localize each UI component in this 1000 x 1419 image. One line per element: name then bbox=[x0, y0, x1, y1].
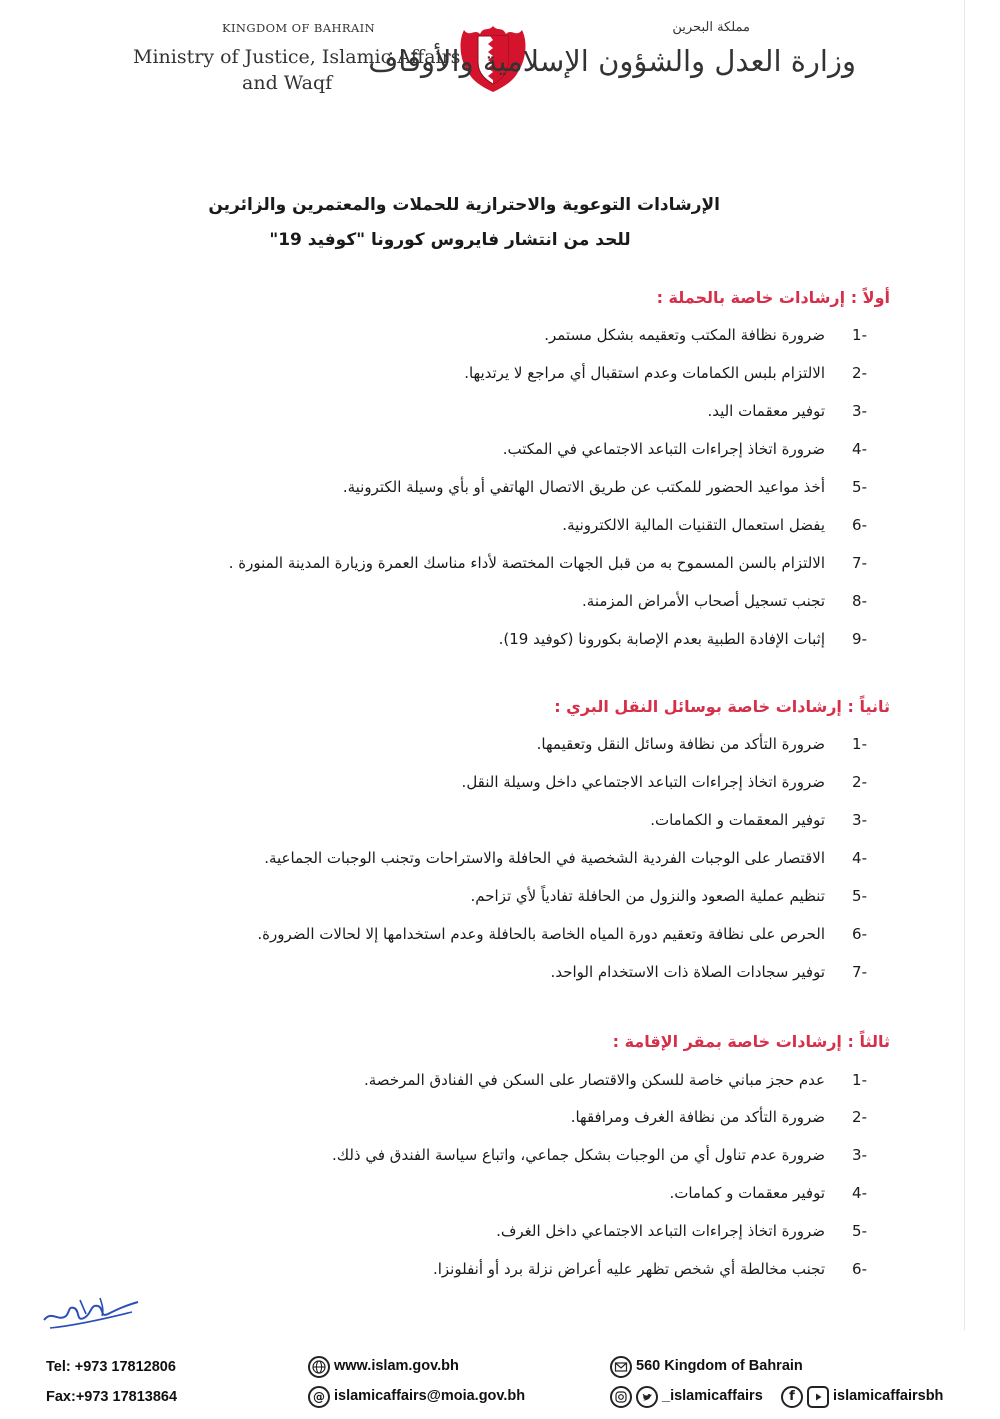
youtube-icon[interactable] bbox=[807, 1386, 829, 1408]
list-item-text: ضرورة اتخاذ إجراءات التباعد الاجتماعي في المكتب. bbox=[502, 440, 825, 458]
section-heading-residence: ثالثاً : إرشادات خاصة بمقر الإقامة : bbox=[612, 1032, 890, 1051]
list-item-text: ضرورة اتخاذ إجراءات التباعد الاجتماعي داخل وسيلة النقل. bbox=[461, 773, 825, 791]
list-item-text: إثبات الإفادة الطبية بعدم الإصابة بكورونا (كوفيد 19). bbox=[498, 630, 825, 648]
mail-icon bbox=[610, 1356, 632, 1378]
footer-tel: Tel: +973 17812806 bbox=[46, 1359, 176, 1375]
footer-address: 560 Kingdom of Bahrain bbox=[636, 1358, 803, 1374]
header-ministry-en-line2: and Waqf bbox=[242, 72, 333, 94]
list-item-text: الالتزام بالسن المسموح به من قبل الجهات المختصة لأداء مناسك العمرة وزيارة المدينة المنورة . bbox=[228, 554, 825, 572]
list-item-number: -1 bbox=[852, 735, 867, 753]
list-item-text: تجنب تسجيل أصحاب الأمراض المزمنة. bbox=[582, 592, 825, 610]
list-item bbox=[107, 1146, 867, 1168]
signature-image bbox=[40, 1292, 145, 1337]
list-item bbox=[107, 478, 867, 500]
list-item-text: ضرورة عدم تناول أي من الوجبات بشكل جماعي، واتباع سياسة الفندق في ذلك. bbox=[331, 1146, 825, 1164]
footer-website[interactable]: www.islam.gov.bh bbox=[334, 1358, 459, 1374]
list-item bbox=[107, 1071, 867, 1093]
list-item-number: -3 bbox=[852, 402, 867, 420]
list-item-number: -7 bbox=[852, 963, 867, 981]
footer-handle-instagram-twitter[interactable]: _islamicaffairs bbox=[662, 1388, 763, 1404]
header-kingdom-en: KINGDOM OF BAHRAIN bbox=[222, 21, 376, 35]
header-ministry-en-line1: Ministry of Justice, Islamic Affairs bbox=[133, 46, 461, 68]
list-item-number: -6 bbox=[852, 516, 867, 534]
list-item bbox=[107, 925, 867, 947]
list-item bbox=[107, 440, 867, 462]
list-item-number: -7 bbox=[852, 554, 867, 572]
document-title-line2: للحد من انتشار فايروس كورونا "كوفيد 19" bbox=[269, 230, 631, 250]
list-item-number: -5 bbox=[852, 887, 867, 905]
list-item-text: توفير المعقمات و الكمامات. bbox=[650, 811, 825, 829]
list-item bbox=[107, 326, 867, 348]
page-edge-line bbox=[964, 0, 965, 1330]
list-item-number: -8 bbox=[852, 592, 867, 610]
globe-icon bbox=[308, 1356, 330, 1378]
list-item bbox=[107, 1222, 867, 1244]
list-item-text: ضرورة نظافة المكتب وتعقيمه بشكل مستمر. bbox=[544, 326, 825, 344]
list-item-number: -1 bbox=[852, 326, 867, 344]
list-item-number: -4 bbox=[852, 849, 867, 867]
list-item-text: الالتزام بلبس الكمامات وعدم استقبال أي مراجع لا يرتديها. bbox=[464, 364, 825, 382]
twitter-icon[interactable] bbox=[636, 1386, 658, 1408]
list-item bbox=[107, 963, 867, 985]
list-item-number: -2 bbox=[852, 364, 867, 382]
footer-fax: Fax:+973 17813864 bbox=[46, 1389, 178, 1405]
list-item bbox=[107, 773, 867, 795]
list-item-number: -3 bbox=[852, 1146, 867, 1164]
list-item-number: -9 bbox=[852, 630, 867, 648]
footer-email[interactable]: islamicaffairs@moia.gov.bh bbox=[334, 1388, 526, 1404]
list-item-text: تنظيم عملية الصعود والنزول من الحافلة تفادياً لأي تزاحم. bbox=[470, 887, 825, 905]
list-item-number: -2 bbox=[852, 773, 867, 791]
list-item bbox=[107, 402, 867, 424]
list-item bbox=[107, 630, 867, 652]
list-item-text: توفير معقمات و كمامات. bbox=[669, 1184, 825, 1202]
list-item bbox=[107, 1260, 867, 1282]
list-item-text: عدم حجز مباني خاصة للسكن والاقتصار على السكن في الفنادق المرخصة. bbox=[364, 1071, 825, 1089]
list-item bbox=[107, 735, 867, 757]
list-item-text: ضرورة اتخاذ إجراءات التباعد الاجتماعي داخل الغرف. bbox=[496, 1222, 825, 1240]
list-item-number: -6 bbox=[852, 1260, 867, 1278]
list-item-text: ضرورة التأكد من نظافة وسائل النقل وتعقيمها. bbox=[536, 735, 825, 753]
list-item bbox=[107, 364, 867, 386]
list-item bbox=[107, 1184, 867, 1206]
list-item bbox=[107, 849, 867, 871]
list-item-number: -4 bbox=[852, 1184, 867, 1202]
list-item-number: -1 bbox=[852, 1071, 867, 1089]
list-item-text: الحرص على نظافة وتعقيم دورة المياه الخاصة بالحافلة وعدم استخدامها إلا لحالات الضرورة. bbox=[257, 925, 825, 943]
list-item-text: تجنب مخالطة أي شخص تظهر عليه أعراض نزلة برد أو أنفلونزا. bbox=[432, 1260, 825, 1278]
list-item-number: -4 bbox=[852, 440, 867, 458]
list-item-text: ضرورة التأكد من نظافة الغرف ومرافقها. bbox=[570, 1108, 825, 1126]
list-item bbox=[107, 887, 867, 909]
list-item-number: -5 bbox=[852, 478, 867, 496]
section-heading-transport: ثانياً : إرشادات خاصة بوسائل النقل البري : bbox=[554, 697, 890, 716]
list-item-number: -5 bbox=[852, 1222, 867, 1240]
list-item-number: -6 bbox=[852, 925, 867, 943]
list-item-text: يفضل استعمال التقنيات المالية الالكترونية. bbox=[562, 516, 825, 534]
list-item bbox=[107, 516, 867, 538]
list-item-text: توفير معقمات اليد. bbox=[707, 402, 825, 420]
footer-handle-facebook-youtube[interactable]: islamicaffairsbh bbox=[833, 1388, 944, 1404]
header-ministry-ar: وزارة العدل والشؤون الإسلامية والأوقاف bbox=[368, 44, 856, 78]
instagram-icon[interactable] bbox=[610, 1386, 632, 1408]
at-icon: @ bbox=[308, 1386, 330, 1408]
list-item bbox=[107, 592, 867, 614]
section-heading-campaign: أولاً : إرشادات خاصة بالحملة : bbox=[656, 288, 890, 307]
list-item-text: توفير سجادات الصلاة ذات الاستخدام الواحد. bbox=[550, 963, 825, 981]
list-item-number: -2 bbox=[852, 1108, 867, 1126]
header-kingdom-ar: مملكة البحرين bbox=[672, 20, 750, 35]
list-item-text: الاقتصار على الوجبات الفردية الشخصية في الحافلة والاستراحات وتجنب الوجبات الجماعية. bbox=[264, 849, 825, 867]
document-title-line1: الإرشادات التوعوية والاحترازية للحملات والمعتمرين والزائرين bbox=[208, 195, 720, 215]
list-item bbox=[107, 1108, 867, 1130]
list-item bbox=[107, 811, 867, 833]
list-item-number: -3 bbox=[852, 811, 867, 829]
facebook-icon[interactable]: f bbox=[781, 1386, 803, 1408]
list-item-text: أخذ مواعيد الحضور للمكتب عن طريق الاتصال الهاتفي أو بأي وسيلة الكترونية. bbox=[342, 478, 825, 496]
list-item bbox=[107, 554, 867, 576]
